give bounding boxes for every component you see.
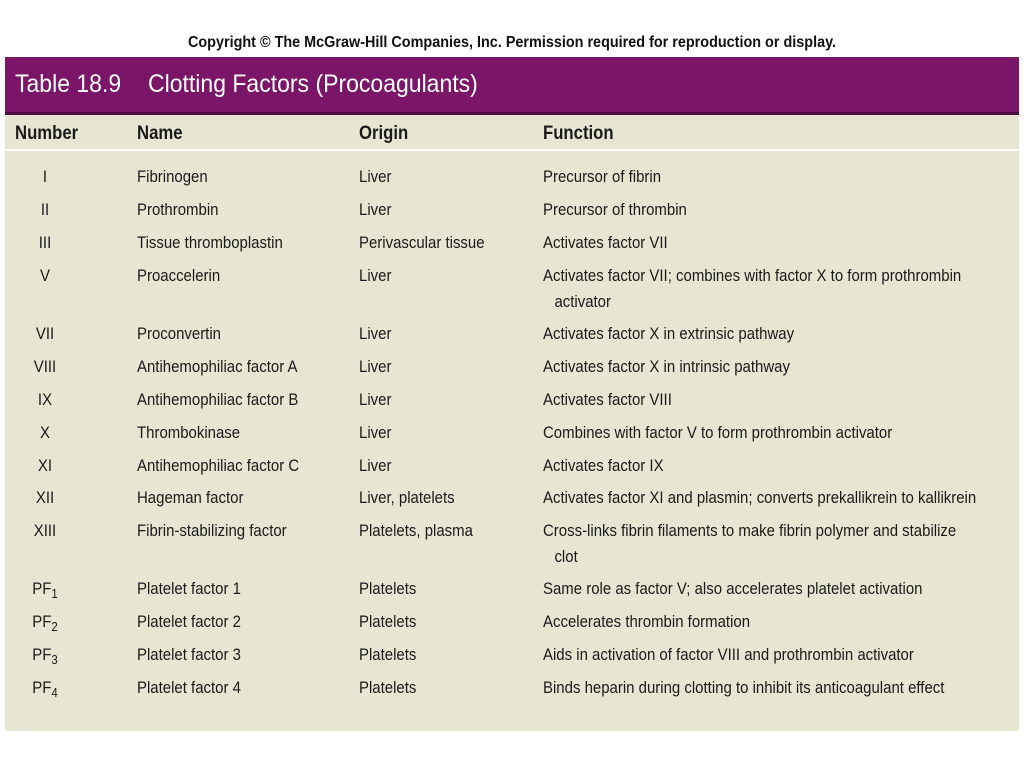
factor-function [543,518,956,570]
table-number: Table 18.9 [15,70,122,98]
factor-function-text: Activates factor VIII [543,390,672,409]
copyright-notice: Copyright © The McGraw-Hill Companies, Inc. Permission required for reproduction or display. [187,34,837,51]
header-origin: Origin [359,123,409,144]
factor-function-text: Precursor of thrombin [543,200,687,219]
table-title-bar [5,57,1019,115]
factor-number: I [42,167,48,186]
factor-function-continuation: clot [554,547,578,566]
factor-number: IX [37,390,53,409]
factor-origin: Liver [359,423,392,442]
factor-origin: Liver [359,390,392,409]
factor-number: II [40,200,50,219]
factor-origin: Platelets [359,645,417,664]
factor-number-subscript: 4 [51,685,58,700]
factor-function-text: Binds heparin during clotting to inhibit its anticoagulant effect [543,678,945,697]
factor-function-text: Activates factor IX [543,456,664,475]
factor-origin: Liver [359,167,392,186]
factor-origin: Liver [359,200,392,219]
factor-origin: Liver [359,456,392,475]
factor-name: Platelet factor 4 [137,678,241,697]
factor-number: VIII [33,357,57,376]
factor-function [543,164,661,190]
factor-number-subscript: 2 [51,619,58,634]
factor-function-text: Activates factor XI and plasmin; converts prekallikrein to kallikrein [543,488,977,507]
factor-function [543,354,790,380]
factor-function-text: Combines with factor V to form prothrombin activator [543,423,893,442]
factor-number-base: PF [32,579,52,598]
clotting-factors-table [5,57,1019,731]
factor-function [543,453,664,479]
factor-number-base: PF [32,612,52,631]
factor-number [14,609,76,640]
factor-origin: Perivascular tissue [359,233,485,252]
factor-number: XIII [33,521,57,540]
factor-name: Proaccelerin [137,266,221,285]
header-function: Function [543,123,614,144]
factor-origin: Liver [359,357,392,376]
factor-name: Proconvertin [137,324,221,343]
factor-function [543,321,794,347]
table-title: Clotting Factors (Procoagulants) [148,70,478,98]
header-number: Number [15,123,79,144]
factor-name: Platelet factor 2 [137,612,241,631]
factor-origin: Liver [359,324,392,343]
factor-function [543,230,668,256]
factor-number-base: PF [32,645,52,664]
factor-name: Fibrin-stabilizing factor [137,521,287,540]
factor-number [14,675,76,706]
factor-number: VII [35,324,55,343]
factor-origin: Liver [359,266,392,285]
factor-function [543,485,976,511]
factor-number: V [40,266,50,285]
factor-function-text: Cross-links fibrin filaments to make fibrin polymer and stabilize [543,521,957,540]
factor-function-text: Activates factor X in intrinsic pathway [543,357,790,376]
factor-number [14,576,76,607]
factor-function-text: Accelerates thrombin formation [543,612,751,631]
table-header-row [5,115,1019,151]
factor-name: Fibrinogen [137,167,208,186]
factor-function-text: Activates factor VII; combines with factor X to form prothrombin [543,266,962,285]
factor-origin: Platelets [359,579,417,598]
factor-name: Antihemophiliac factor C [137,456,300,475]
factor-function [543,263,961,315]
factor-function [543,420,892,446]
factor-number-subscript: 3 [51,652,58,667]
factor-origin: Liver, platelets [359,488,455,507]
factor-function-text: Same role as factor V; also accelerates platelet activation [543,579,923,598]
factor-function-text: Precursor of fibrin [543,167,662,186]
factor-function-text: Activates factor X in extrinsic pathway [543,324,795,343]
factor-function-continuation: activator [554,292,611,311]
factor-function [543,576,922,602]
header-name: Name [137,123,183,144]
factor-function-text: Activates factor VII [543,233,668,252]
factor-function [543,387,672,413]
factor-number: X [40,423,50,442]
factor-number-subscript: 1 [51,586,58,601]
factor-function [543,609,750,635]
factor-function [543,675,944,701]
factor-number: III [38,233,52,252]
factor-function-text: Aids in activation of factor VIII and prothrombin activator [543,645,914,664]
factor-name: Hageman factor [137,488,244,507]
factor-name: Prothrombin [137,200,219,219]
factor-origin: Platelets [359,678,417,697]
factor-number: XI [37,456,53,475]
factor-name: Platelet factor 3 [137,645,241,664]
factor-name: Thrombokinase [137,423,241,442]
factor-name: Antihemophiliac factor B [137,390,299,409]
factor-function [543,642,914,668]
factor-number-base: PF [32,678,52,697]
factor-number [14,642,76,673]
factor-origin: Platelets, plasma [359,521,473,540]
factor-function [543,197,687,223]
factor-origin: Platelets [359,612,417,631]
factor-number: XII [35,488,55,507]
factor-name: Antihemophiliac factor A [137,357,298,376]
factor-name: Platelet factor 1 [137,579,241,598]
factor-name: Tissue thromboplastin [137,233,283,252]
